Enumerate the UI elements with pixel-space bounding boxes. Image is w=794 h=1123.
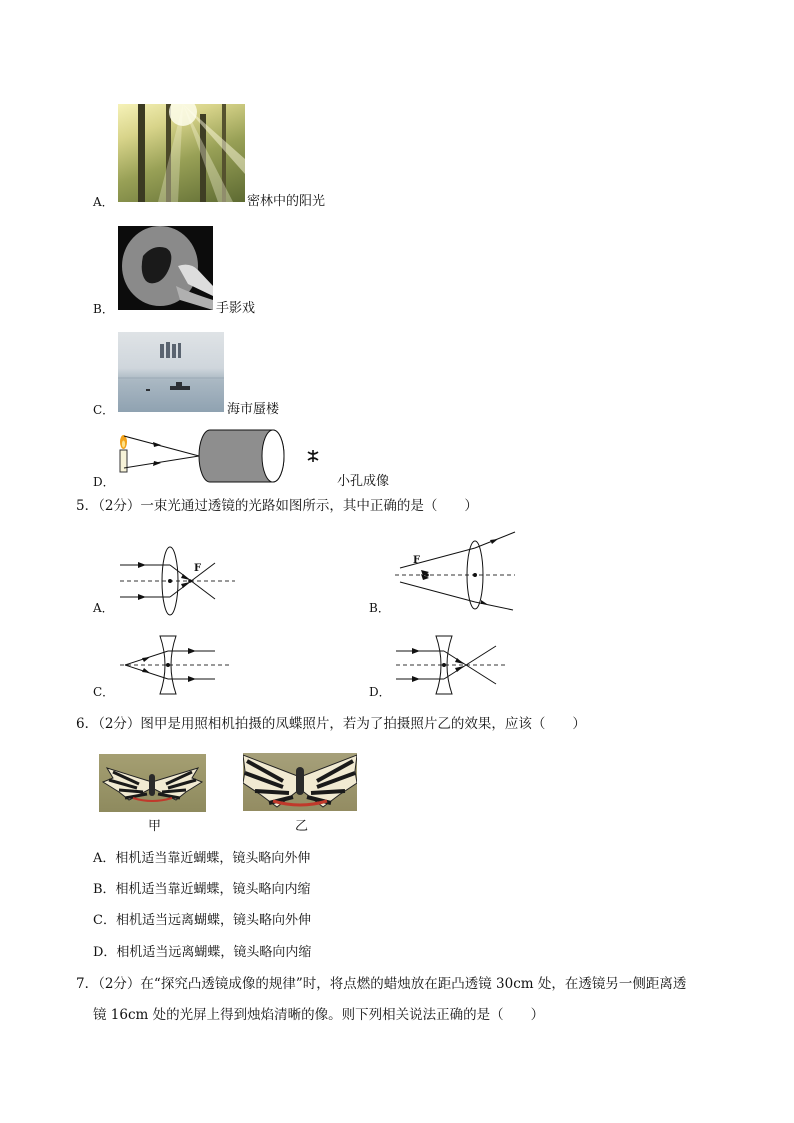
q6-stem: 6．（2分）图甲是用照相机拍摄的凤蝶照片，若为了拍摄照片乙的效果，应该（ ） (76, 716, 586, 732)
q5-option-d[interactable]: D． (369, 685, 391, 699)
hand-shadow-photo (118, 226, 213, 310)
q4-option-d-letter[interactable]: D． (93, 475, 115, 489)
q5-option-a[interactable]: A． (93, 601, 114, 615)
q6-option-d[interactable]: D．相机适当远离蝴蝶，镜头略向内缩 (93, 945, 312, 960)
q4-option-a-caption: 密林中的阳光 (247, 194, 326, 209)
q5-option-b[interactable]: B． (369, 601, 390, 615)
mirage-sea-photo (118, 332, 224, 412)
butterfly-photo-jia (99, 754, 206, 812)
forest-sunlight-photo (118, 104, 245, 202)
q6-option-b[interactable]: B．相机适当靠近蝴蝶，镜头略向内缩 (93, 882, 311, 897)
q6-option-a[interactable]: A．相机适当靠近蝴蝶，镜头略向外伸 (93, 851, 311, 866)
q4-option-b-letter[interactable]: B． (93, 302, 114, 316)
butterfly-photo-yi (243, 753, 357, 811)
q5-option-c[interactable]: C． (93, 685, 115, 699)
q6-option-c[interactable]: C．相机适当远离蝴蝶，镜头略向外伸 (93, 913, 311, 928)
q5-diagram-c (120, 634, 235, 696)
q4-option-c-caption: 海市蜃楼 (227, 402, 280, 417)
q5-diagram-b (395, 532, 520, 614)
q5-diagram-a (120, 545, 240, 615)
q5a-focus-label: F (194, 563, 202, 574)
q4-option-d-caption: 小孔成像 (337, 474, 390, 489)
q7-stem-line1: 7．（2分）在“探究凸透镜成像的规律”时，将点燃的蜡烛放在距凸透镜 30cm 处，在透镜另一侧距离透 (76, 976, 687, 992)
q5-diagram-d (396, 634, 511, 696)
q4-option-a-letter[interactable]: A． (93, 195, 114, 209)
photo-label-yi: 乙 (295, 819, 309, 834)
q4-option-b-caption: 手影戏 (216, 301, 256, 316)
q4-option-c-letter[interactable]: C． (93, 403, 115, 417)
q5b-focus-label: F (413, 555, 421, 566)
photo-label-jia: 甲 (148, 819, 162, 834)
q5-stem: 5．（2分）一束光通过透镜的光路如图所示，其中正确的是（ ） (76, 498, 478, 514)
q7-stem-line2: 镜 16cm 处的光屏上得到烛焰清晰的像。则下列相关说法正确的是（ ） (93, 1007, 545, 1023)
pinhole-imaging-diagram (115, 428, 325, 488)
